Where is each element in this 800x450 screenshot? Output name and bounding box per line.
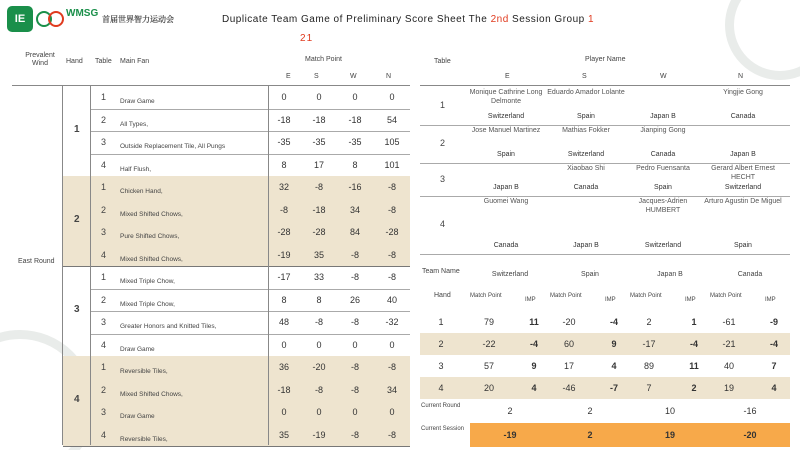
- score-w: 8: [352, 159, 358, 170]
- score-n: -8: [387, 182, 396, 192]
- team-imp: 4: [531, 383, 537, 393]
- table-number: 1: [101, 362, 107, 372]
- score-w: 0: [352, 92, 358, 102]
- team-match-point: 60: [563, 339, 574, 349]
- table-number: 4: [101, 159, 107, 170]
- main-fan-text: Reversible Tiles,: [120, 368, 168, 375]
- table-number: 1: [101, 182, 107, 192]
- team-match-point: 79: [483, 317, 494, 327]
- score-n: -32: [385, 317, 399, 327]
- player-name-header: Player Name: [585, 56, 626, 63]
- player-country: Spain: [734, 242, 752, 249]
- current-session-label: Current Session: [421, 426, 465, 432]
- score-s: 8: [316, 294, 322, 305]
- score-e: 36: [278, 362, 289, 372]
- main-fan-text: Mixed Shifted Chows,: [120, 210, 183, 218]
- table-number: 2: [101, 384, 107, 395]
- team-imp: 11: [689, 361, 699, 371]
- match-point-subheader: Match Point: [470, 293, 502, 299]
- team-match-point: -20: [562, 317, 576, 327]
- decorative-ring-right: [725, 0, 800, 80]
- player-name: Jacques-Adrien HUMBERT: [638, 198, 688, 214]
- main-fan-header: Main Fan: [120, 58, 150, 65]
- score-w: -8: [350, 362, 359, 372]
- score-s: 35: [313, 249, 324, 260]
- score-n: 0: [389, 339, 395, 350]
- match-point-header: Match Point: [305, 56, 342, 63]
- player-name: Mathias Fokker: [562, 127, 610, 134]
- team-imp: 4: [771, 383, 777, 393]
- player-name: Guomei Wang: [483, 198, 529, 205]
- player-country: Spain: [497, 151, 515, 158]
- score-w: -8: [350, 272, 359, 282]
- score-n: 0: [389, 407, 395, 417]
- score-e: 8: [281, 294, 287, 305]
- team-imp: 2: [691, 383, 697, 393]
- main-fan-text: Draw Game: [120, 413, 155, 420]
- score-n: -8: [387, 362, 396, 372]
- table-number: 1: [101, 92, 107, 102]
- main-fan-text: Outside Replacement Tile, All Pungs: [120, 143, 226, 150]
- hand-number: 4: [74, 394, 80, 405]
- hand-number: 3: [74, 304, 80, 315]
- session-label: 2nd: [490, 14, 509, 25]
- table-number: 2: [101, 204, 107, 215]
- score-w: 34: [349, 204, 360, 215]
- imp-subheader: IMP: [765, 297, 776, 303]
- page-subtitle: 21: [300, 33, 314, 44]
- score-s: -8: [314, 384, 323, 395]
- current-round-value: 2: [587, 406, 593, 416]
- score-s: 0: [316, 92, 322, 102]
- wmsg-logo-text: WMSG: [66, 8, 99, 19]
- score-n: 101: [384, 159, 400, 170]
- table-number: 3: [101, 227, 107, 237]
- team-name: Japan B: [657, 271, 683, 278]
- hand-header: Hand: [66, 58, 83, 65]
- score-n: -8: [387, 272, 396, 282]
- score-e: 48: [278, 317, 289, 327]
- main-fan-text: Mixed Shifted Chows,: [120, 390, 183, 398]
- team-imp: -4: [609, 317, 618, 327]
- table-header: Table: [95, 58, 112, 65]
- player-country: Japan B: [573, 242, 599, 249]
- score-s: -18: [312, 204, 326, 215]
- team-match-point: -22: [482, 339, 496, 349]
- player-name: Jianping Gong: [640, 127, 686, 134]
- score-s: -18: [312, 114, 326, 125]
- score-n: 40: [386, 294, 397, 305]
- score-e: -8: [279, 204, 288, 215]
- team-match-point: 2: [646, 317, 652, 327]
- player-name: Jose Manuel Martinez: [471, 127, 541, 134]
- player-country: Switzerland: [567, 151, 605, 158]
- team-name: Canada: [737, 271, 763, 278]
- player-name: Monique Cathrine Long Delmonte: [469, 89, 543, 105]
- col-e-header: E: [286, 73, 291, 80]
- team-imp: 7: [771, 361, 777, 371]
- score-s: -20: [312, 362, 326, 372]
- main-fan-text: Pure Shifted Chows,: [120, 233, 180, 240]
- team-imp: -4: [529, 339, 538, 349]
- score-n: -8: [387, 429, 396, 440]
- player-name: Xiaobao Shi: [567, 165, 605, 172]
- player-country: Canada: [493, 242, 519, 249]
- event-name: 首届世界智力运动会: [102, 15, 174, 24]
- player-country: Canada: [573, 184, 599, 191]
- table-number: 2: [101, 294, 107, 305]
- score-s: -35: [312, 137, 326, 147]
- main-fan-text: Mixed Triple Chow,: [120, 278, 175, 285]
- score-w: -8: [350, 384, 359, 395]
- player-table-number: 2: [440, 138, 446, 148]
- prevalent-wind-header: Prevalent Wind: [25, 52, 55, 67]
- team-name: Switzerland: [491, 271, 529, 278]
- east-round-label: East Round: [18, 258, 55, 265]
- player-table-number: 1: [440, 100, 446, 110]
- score-e: -19: [277, 249, 291, 260]
- team-imp: -7: [609, 383, 618, 393]
- score-w: -8: [350, 249, 359, 260]
- score-s: -8: [314, 317, 323, 327]
- team-hand-number: 3: [438, 361, 444, 371]
- imp-subheader: IMP: [685, 297, 696, 303]
- team-imp: 4: [611, 361, 617, 371]
- match-point-subheader: Match Point: [550, 293, 582, 299]
- current-round-value: 10: [664, 406, 675, 416]
- score-w: -8: [350, 429, 359, 440]
- team-hand-number: 1: [438, 317, 444, 327]
- main-fan-text: Chicken Hand,: [120, 188, 163, 195]
- score-e: -17: [277, 272, 291, 282]
- player-country: Japan B: [493, 184, 519, 191]
- score-w: 0: [352, 339, 358, 350]
- team-match-point: -61: [722, 317, 736, 327]
- player-table-number: 3: [440, 173, 446, 184]
- score-s: 33: [313, 272, 324, 282]
- player-col-e: E: [505, 73, 510, 80]
- score-e: 0: [281, 92, 287, 102]
- col-s-header: S: [314, 73, 319, 80]
- team-match-point: 57: [483, 361, 494, 371]
- score-e: 0: [281, 407, 287, 417]
- player-name: Gerard Albert Ernest HECHT: [711, 165, 775, 181]
- team-imp: 11: [529, 317, 539, 327]
- player-name: Pedro Fuensanta: [636, 165, 690, 172]
- player-name: Arturo Agustin De Miguel: [704, 198, 782, 205]
- player-name: Yingjie Gong: [723, 89, 763, 96]
- main-fan-text: Greater Honors and Knitted Tiles,: [120, 323, 217, 330]
- team-match-point: -21: [722, 339, 736, 349]
- table-number: 3: [101, 407, 107, 417]
- team-imp: 9: [531, 361, 537, 371]
- player-col-n: N: [738, 73, 744, 80]
- match-point-subheader: Match Point: [710, 293, 742, 299]
- col-w-header: W: [350, 73, 357, 80]
- team-hand-number: 4: [438, 383, 444, 393]
- hand-number: 2: [74, 214, 80, 225]
- current-session-value: 2: [587, 430, 593, 440]
- score-s: 17: [313, 159, 324, 170]
- score-s: 0: [316, 407, 322, 417]
- team-match-point: 7: [646, 383, 652, 393]
- imp-subheader: IMP: [525, 297, 536, 303]
- current-session-value: -20: [743, 430, 757, 440]
- player-country: Japan B: [650, 113, 676, 120]
- score-e: 32: [278, 182, 289, 192]
- player-country: Canada: [650, 151, 676, 158]
- table-number: 4: [101, 249, 107, 260]
- team-imp: 9: [611, 339, 617, 349]
- table-number: 4: [101, 429, 107, 440]
- player-table-header: Table: [434, 58, 451, 65]
- score-n: 105: [384, 137, 400, 147]
- score-n: -8: [387, 204, 396, 215]
- score-e: -18: [277, 384, 291, 395]
- current-round-value: -16: [743, 406, 757, 416]
- team-match-point: 89: [643, 361, 654, 371]
- player-country: Canada: [730, 113, 756, 120]
- score-n: 34: [386, 384, 397, 395]
- table-number: 4: [101, 339, 107, 350]
- wmsg-logo-icon: IE: [7, 6, 33, 32]
- score-e: 35: [278, 429, 289, 440]
- score-n: -28: [385, 227, 399, 237]
- team-imp: 1: [691, 317, 697, 327]
- score-e: 8: [281, 159, 287, 170]
- score-e: -18: [277, 114, 291, 125]
- team-name-header: Team Name: [422, 268, 460, 275]
- table-number: 3: [101, 137, 107, 147]
- main-fan-text: Reversible Tiles,: [120, 435, 168, 443]
- player-country: Spain: [577, 113, 595, 120]
- current-round-value: 2: [507, 406, 513, 416]
- score-w: -16: [348, 182, 362, 192]
- table-number: 1: [101, 272, 107, 282]
- score-w: 26: [349, 294, 360, 305]
- team-match-point: -46: [562, 383, 576, 393]
- team-match-point: 17: [563, 361, 574, 371]
- imp-subheader: IMP: [605, 297, 616, 303]
- player-country: Spain: [654, 184, 672, 191]
- main-fan-text: Draw Game: [120, 98, 155, 105]
- main-fan-text: Mixed Triple Chow,: [120, 300, 175, 308]
- score-w: 0: [352, 407, 358, 417]
- team-match-point: 20: [483, 383, 494, 393]
- group-label: 1: [588, 14, 595, 25]
- player-name: Eduardo Amador Lolante: [547, 89, 625, 96]
- games-emblem-icon: [36, 7, 64, 31]
- main-fan-text: All Types,: [120, 120, 149, 128]
- score-n: 54: [386, 114, 397, 125]
- score-e: -35: [277, 137, 291, 147]
- score-s: -28: [312, 227, 326, 237]
- match-point-subheader: Match Point: [630, 293, 662, 299]
- current-round-label: Current Round: [421, 403, 461, 409]
- main-fan-text: Draw Game: [120, 345, 155, 353]
- team-match-point: 40: [723, 361, 734, 371]
- score-e: 0: [281, 339, 287, 350]
- player-col-w: W: [660, 73, 667, 80]
- team-match-point: -17: [642, 339, 656, 349]
- table-number: 3: [101, 317, 107, 327]
- team-match-point: 19: [723, 383, 734, 393]
- player-country: Japan B: [730, 151, 756, 158]
- team-imp: -4: [769, 339, 778, 349]
- team-name: Spain: [581, 271, 599, 278]
- team-imp: -9: [769, 317, 778, 327]
- score-w: -35: [348, 137, 362, 147]
- score-s: -19: [312, 429, 326, 440]
- main-fan-text: Half Flush,: [120, 165, 152, 173]
- page-title: Duplicate Team Game of Preliminary Score Sheet The 2nd Session Group 1: [222, 14, 595, 25]
- player-country: Switzerland: [487, 113, 525, 120]
- score-s: -8: [314, 182, 323, 192]
- team-hand-header: Hand: [434, 292, 451, 299]
- score-w: -8: [350, 317, 359, 327]
- team-hand-number: 2: [438, 339, 444, 349]
- score-w: -18: [348, 114, 362, 125]
- hand-number: 1: [74, 124, 80, 135]
- col-n-header: N: [386, 73, 392, 80]
- player-country: Switzerland: [724, 184, 762, 191]
- score-s: 0: [316, 339, 322, 350]
- player-country: Switzerland: [644, 242, 682, 249]
- current-session-value: -19: [503, 430, 517, 440]
- table-number: 2: [101, 114, 107, 125]
- current-session-value: 19: [664, 430, 675, 440]
- player-col-s: S: [582, 73, 587, 80]
- team-imp: -4: [689, 339, 698, 349]
- score-n: 0: [389, 92, 395, 102]
- score-e: -28: [277, 227, 291, 237]
- score-w: 84: [349, 227, 360, 237]
- player-table-number: 4: [440, 219, 446, 229]
- score-n: -8: [387, 249, 396, 260]
- main-fan-text: Mixed Shifted Chows,: [120, 255, 183, 263]
